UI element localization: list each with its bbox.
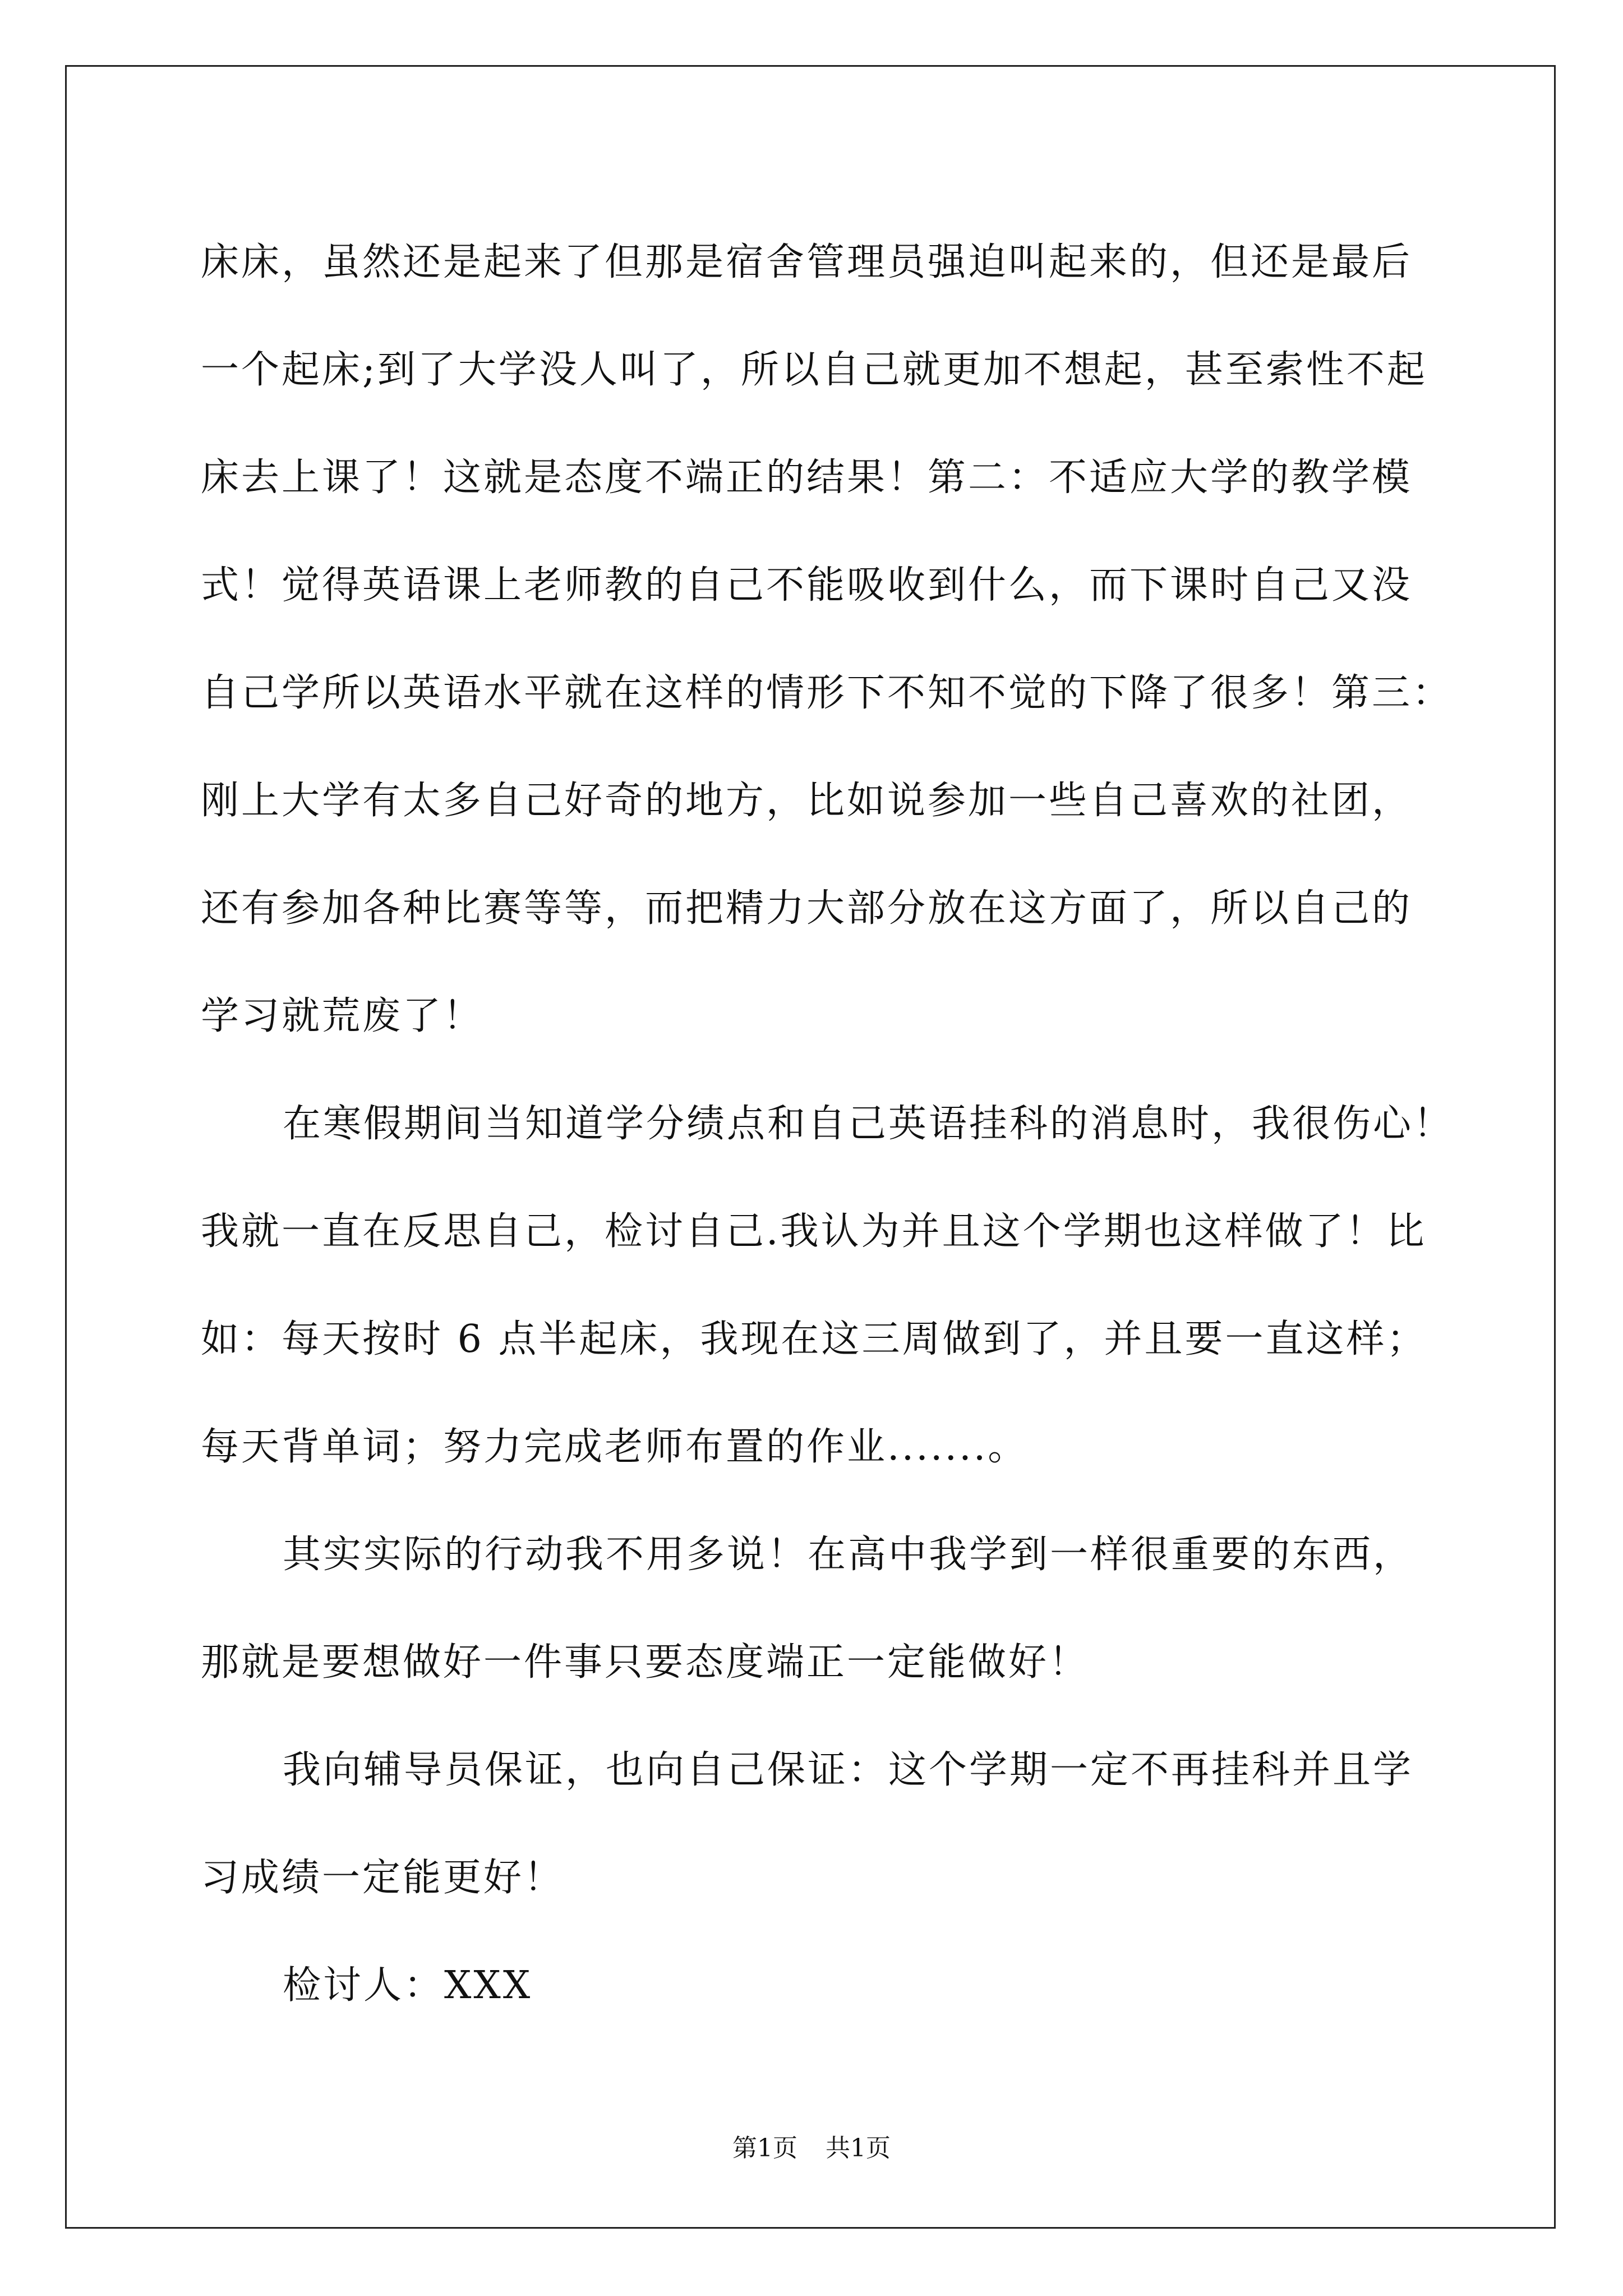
- text-line: 床去上课了！这就是态度不端正的结果！第二：不适应大学的教学模: [201, 455, 1413, 500]
- text-line: 我就一直在反思自己，检讨自己.我认为并且这个学期也这样做了！比: [201, 1209, 1427, 1254]
- text-line: 还有参加各种比赛等等，而把精力大部分放在这方面了，所以自己的: [201, 886, 1413, 931]
- page-footer: [0, 2132, 1623, 2165]
- page-number-total: 共1页: [826, 2134, 891, 2162]
- text-line: 床床，虽然还是起来了但那是宿舍管理员强迫叫起来的，但还是最后: [201, 240, 1413, 284]
- text-line: 学习就荒废了！: [201, 994, 484, 1038]
- text-line: 我向辅导员保证，也向自己保证：这个学期一定不再挂科并且学: [283, 1748, 1414, 1792]
- text-line: 每天背单词；努力完成老师布置的作业.......。: [201, 1425, 1029, 1469]
- text-line: 自己学所以英语水平就在这样的情形下不知不觉的下降了很多！第三：: [201, 671, 1453, 715]
- text-line: 其实实际的行动我不用多说！在高中我学到一样很重要的东西，: [283, 1533, 1414, 1577]
- text-line: 如：每天按时 6 点半起床，我现在这三周做到了，并且要一直这样；: [201, 1317, 1427, 1361]
- text-line: 那就是要想做好一件事只要态度端正一定能做好！: [201, 1640, 1090, 1685]
- text-line: 式！觉得英语课上老师教的自己不能吸收到什么，而下课时自己又没: [201, 563, 1413, 608]
- text-line: 在寒假期间当知道学分绩点和自己英语挂科的消息时，我很伤心！: [283, 1102, 1454, 1146]
- text-line: 刚上大学有太多自己好奇的地方，比如说参加一些自己喜欢的社团，: [201, 779, 1413, 823]
- document-body: [201, 209, 1454, 2040]
- text-line: 习成绩一定能更好！: [201, 1856, 565, 1900]
- signature-line: 检讨人：XXX: [283, 1963, 533, 2008]
- text-line: 一个起床;到了大学没人叫了，所以自己就更加不想起，甚至索性不起: [201, 348, 1427, 392]
- page-number-current: 第1页: [732, 2134, 797, 2162]
